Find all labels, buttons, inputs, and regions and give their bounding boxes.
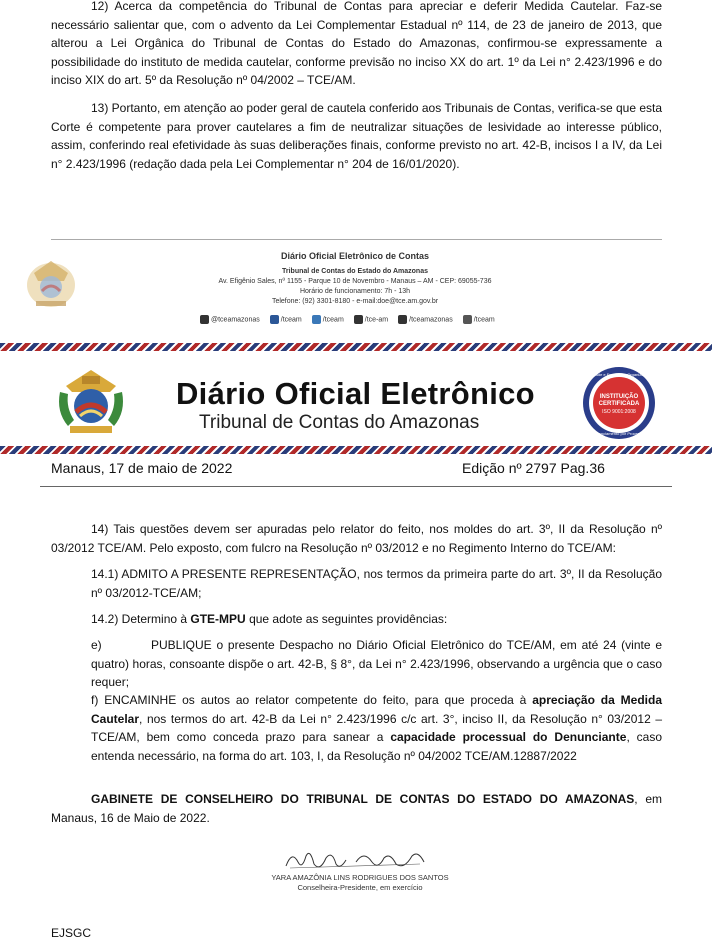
- masthead-top-band: [0, 343, 712, 351]
- signer-name: YARA AMAZÔNIA LINS RODRIGUES DOS SANTOS: [271, 873, 449, 882]
- item-e-label: e): [91, 638, 102, 652]
- closing-paragraph: GABINETE DE CONSELHEIRO DO TRIBUNAL DE CONTAS DO ESTADO DO AMAZONAS, em Manaus, 16 de Maio de 2022.: [51, 792, 662, 825]
- paragraph-14-1: 14.1) ADMITO A PRESENTE REPRESENTAÇÃO, nos termos da primeira parte do art. 3º, II da Resolução nº 03/2012-TCE/AM;: [91, 567, 662, 600]
- facebook-icon: [270, 315, 279, 324]
- masthead-bottom-band: [0, 446, 712, 454]
- instagram-link[interactable]: @tceamazonas: [200, 315, 260, 324]
- footer-address: Av. Efigênio Sales, nº 1155 - Parque 10 de Novembro - Manaus – AM - CEP: 69055-736: [218, 278, 492, 285]
- footer-title: Diário Oficial Eletrônico de Contas: [280, 251, 430, 261]
- footer-divider: [51, 239, 662, 240]
- edition-page: Edição nº 2797 Pag.36: [462, 460, 605, 476]
- handwritten-signature: [280, 846, 430, 874]
- badge-certified: CERTIFICADA: [598, 401, 640, 407]
- paragraph-14: 14) Tais questões devem ser apuradas pelo relator do feito, nos moldes do art. 3º, II da Resolução nº 03/2012 TCE/AM. Pelo exposto, com fulcro na Resolução nº 03/2012 e no Regimento Interno do TCE/AM:: [51, 522, 662, 555]
- footer-contact: Telefone: (92) 3301-8180 - e-mail:doe@tce.am.gov.br: [271, 298, 439, 305]
- badge-top-text: Qualidade e Excelência Organizacional: [584, 372, 654, 377]
- footer-org: Tribunal de Contas do Estado do Amazonas: [282, 268, 428, 275]
- social-links: [200, 313, 520, 325]
- crest-logo-small: [20, 251, 82, 313]
- badge-iso: ISO 9001:2008: [602, 409, 636, 415]
- masthead-title: Diário Oficial Eletrônico: [176, 376, 535, 411]
- twitter-link[interactable]: /tceam: [312, 315, 344, 324]
- signer-role: Conselheira-Presidente, em exercício: [297, 883, 423, 892]
- footer-code: EJSGC: [51, 926, 92, 940]
- item-f: f) ENCAMINHE os autos ao relator competente do feito, para que proceda à apreciação da Medida Cautelar, nos termos do art. 42-B da Lei n° 2.423/1996 c/c art. 3°, inciso II, da Resolução n° 03/2012 – TCE/AM, bem como conceda prazo para sanear a capacidade processual do Denunciante, caso entenda necessário, na forma do art. 103, I, da Resolução nº 04/2002 TCE/AM.12887/2022: [91, 693, 663, 763]
- flickr-link[interactable]: /tce-am: [354, 315, 388, 324]
- paragraph-14-2: 14.2) Determino à GTE-MPU que adote as seguintes providências:: [91, 612, 448, 626]
- dateline-divider: [40, 486, 672, 487]
- footer-hours: Horário de funcionamento: 7h - 13h: [299, 288, 411, 295]
- paragraph-13: 13) Portanto, em atenção ao poder geral de cautela conferido aos Tribunais de Contas, verifica-se que esta Corte é competente para prover cautelares a fim de neutralizar situações de lesividade ao interesse público, assim, conferindo real efetividade às suas deliberações finais, conforme previsto no art. 42-B, incisos I a IV, da Lei n° 2.423/1996 (redação dada pela Lei Complementar n° 204 de 16/01/2020).: [51, 101, 663, 171]
- youtube-icon: [398, 315, 407, 324]
- flickr-icon: [354, 315, 363, 324]
- soundcloud-icon: [463, 315, 472, 324]
- badge-institution: INSTITUIÇÃO: [599, 394, 639, 400]
- soundcloud-link[interactable]: /tceam: [463, 315, 495, 324]
- iso-certification-badge: [581, 365, 657, 441]
- youtube-link[interactable]: /tceamazonas: [398, 315, 453, 324]
- tce-crest-logo: [52, 362, 130, 440]
- issue-date: Manaus, 17 de maio de 2022: [51, 460, 233, 476]
- twitter-icon: [312, 315, 321, 324]
- item-e: PUBLIQUE o presente Despacho no Diário Oficial Eletrônico do TCE/AM, em até 24 (vinte e quatro) horas, consoante dispõe o art. 42-B, § 8°, da Lei n° 2.423/1996, observando a urgência que o caso requer;: [91, 638, 662, 689]
- instagram-icon: [200, 315, 209, 324]
- facebook-link[interactable]: /tceam: [270, 315, 302, 324]
- badge-bottom-text: Gerenciamento por Processos: [591, 431, 647, 436]
- masthead-subtitle: Tribunal de Contas do Amazonas: [199, 412, 480, 433]
- paragraph-12: 12) Acerca da competência do Tribunal de Contas para apreciar e deferir Medida Cautelar. Faz-se necessário salientar que, com o advento da Lei Complementar Estadual nº 114, de 23 de janeiro de 2013, que alterou a Lei Orgânica do Tribunal de Contas do Estado do Amazonas, confirmou-se expressamente a possibilidade do instituto de medida cautelar, conforme previsão no inciso XX do art. 1º da Lei n° 2.423/1996 e do inciso XIX do art. 5º da Resolução nº 04/2002 – TCE/AM.: [51, 0, 662, 87]
